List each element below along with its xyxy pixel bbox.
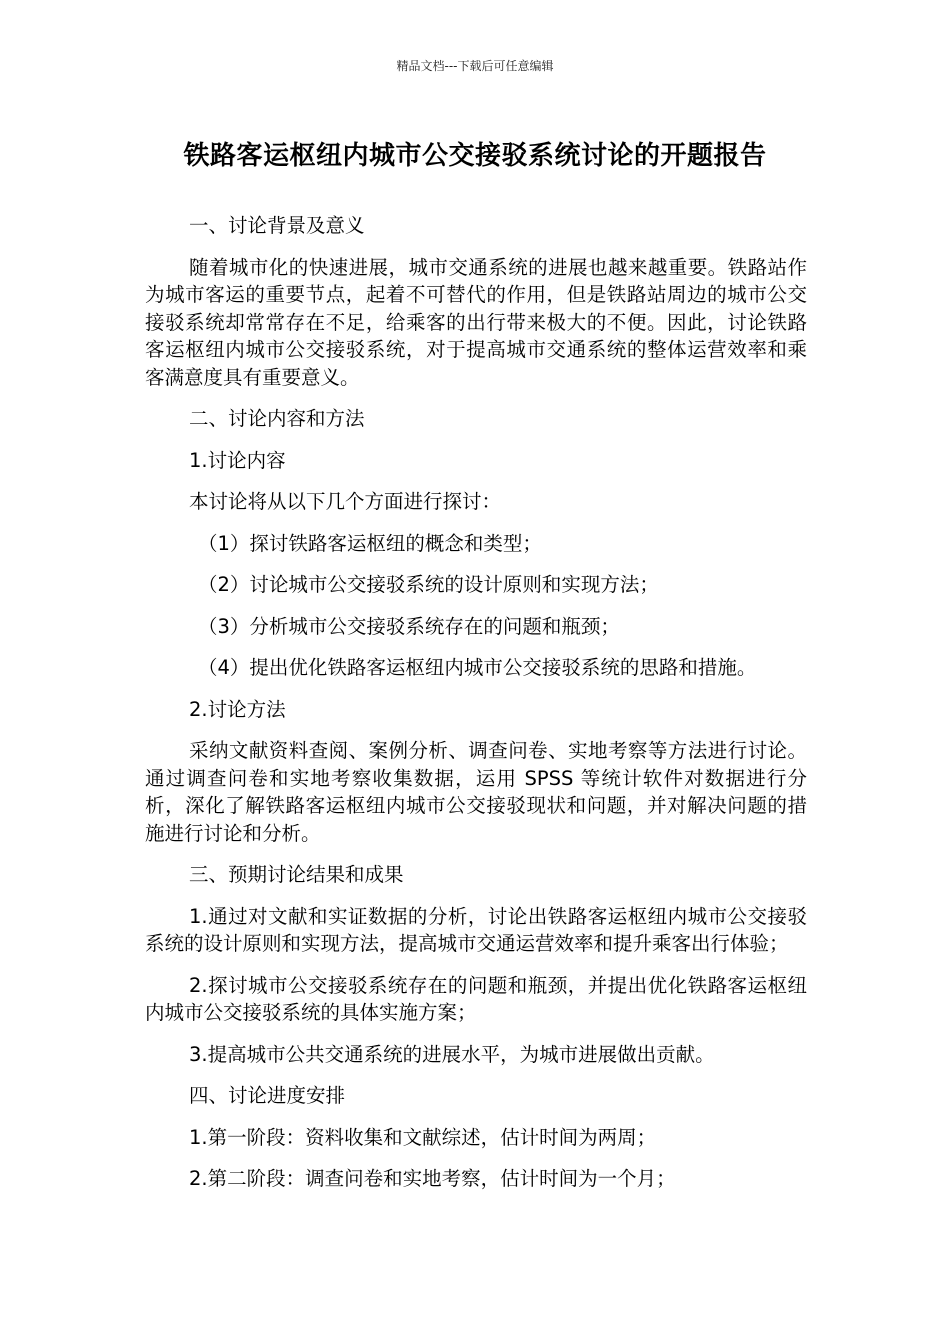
result-item-1: 1.通过对文献和实证数据的分析，讨论出铁路客运枢纽内城市公交接驳系统的设计原则和实现方法，提高城市交通运营效率和提升乘客出行体验； [145, 904, 807, 955]
header-note: 精品文档---下载后可任意编辑 [396, 59, 554, 73]
section-heading-content-method: 二、讨论内容和方法 [189, 407, 365, 430]
subheading-content: 1.讨论内容 [189, 448, 286, 472]
section-heading-background: 一、讨论背景及意义 [189, 214, 365, 237]
result-item-3: 3.提高城市公共交通系统的进展水平，为城市进展做出贡献。 [189, 1042, 715, 1066]
document-title: 铁路客运枢纽内城市公交接驳系统讨论的开题报告 [183, 141, 767, 171]
content-item-1: （1）探讨铁路客运枢纽的概念和类型； [198, 531, 542, 555]
content-item-3: （3）分析城市公交接驳系统存在的问题和瓶颈； [198, 614, 620, 638]
background-paragraph: 随着城市化的快速进展，城市交通系统的进展也越来越重要。铁路站作为城市客运的重要节点，起着不可替代的作用，但是铁路站周边的城市公交接驳系统却常常存在不足，给乘客的出行带来极大的不便。因此，讨论铁路客运枢纽内城市公交接驳系统，对于提高城市交通系统的整体运营效率和乘客满意度具有重要意义。 [145, 255, 807, 389]
schedule-item-1: 1.第一阶段：资料收集和文献综述，估计时间为两周； [189, 1125, 657, 1149]
content-intro: 本讨论将从以下几个方面进行探讨： [189, 490, 502, 513]
method-paragraph: 采纳文献资料查阅、案例分析、调查问卷、实地考察等方法进行讨论。通过调查问卷和实地考察收集数据，运用 SPSS 等统计软件对数据进行分析，深化了解铁路客运枢纽内城市公交接驳现状和问题，并对解决问题的措施进行讨论和分析。 [145, 739, 807, 845]
section-heading-expected-results: 三、预期讨论结果和成果 [189, 863, 404, 886]
subheading-method: 2.讨论方法 [189, 697, 286, 721]
content-item-4: （4）提出优化铁路客运枢纽内城市公交接驳系统的思路和措施。 [198, 656, 757, 679]
document-body [145, 212, 807, 1207]
content-item-2: （2）讨论城市公交接驳系统的设计原则和实现方法； [198, 573, 659, 596]
schedule-item-2: 2.第二阶段：调查问卷和实地考察，估计时间为一个月； [189, 1167, 676, 1190]
section-heading-schedule: 四、讨论进度安排 [189, 1084, 346, 1107]
result-item-2: 2.探讨城市公交接驳系统存在的问题和瓶颈，并提出优化铁路客运枢纽内城市公交接驳系统的具体实施方案； [145, 973, 807, 1024]
